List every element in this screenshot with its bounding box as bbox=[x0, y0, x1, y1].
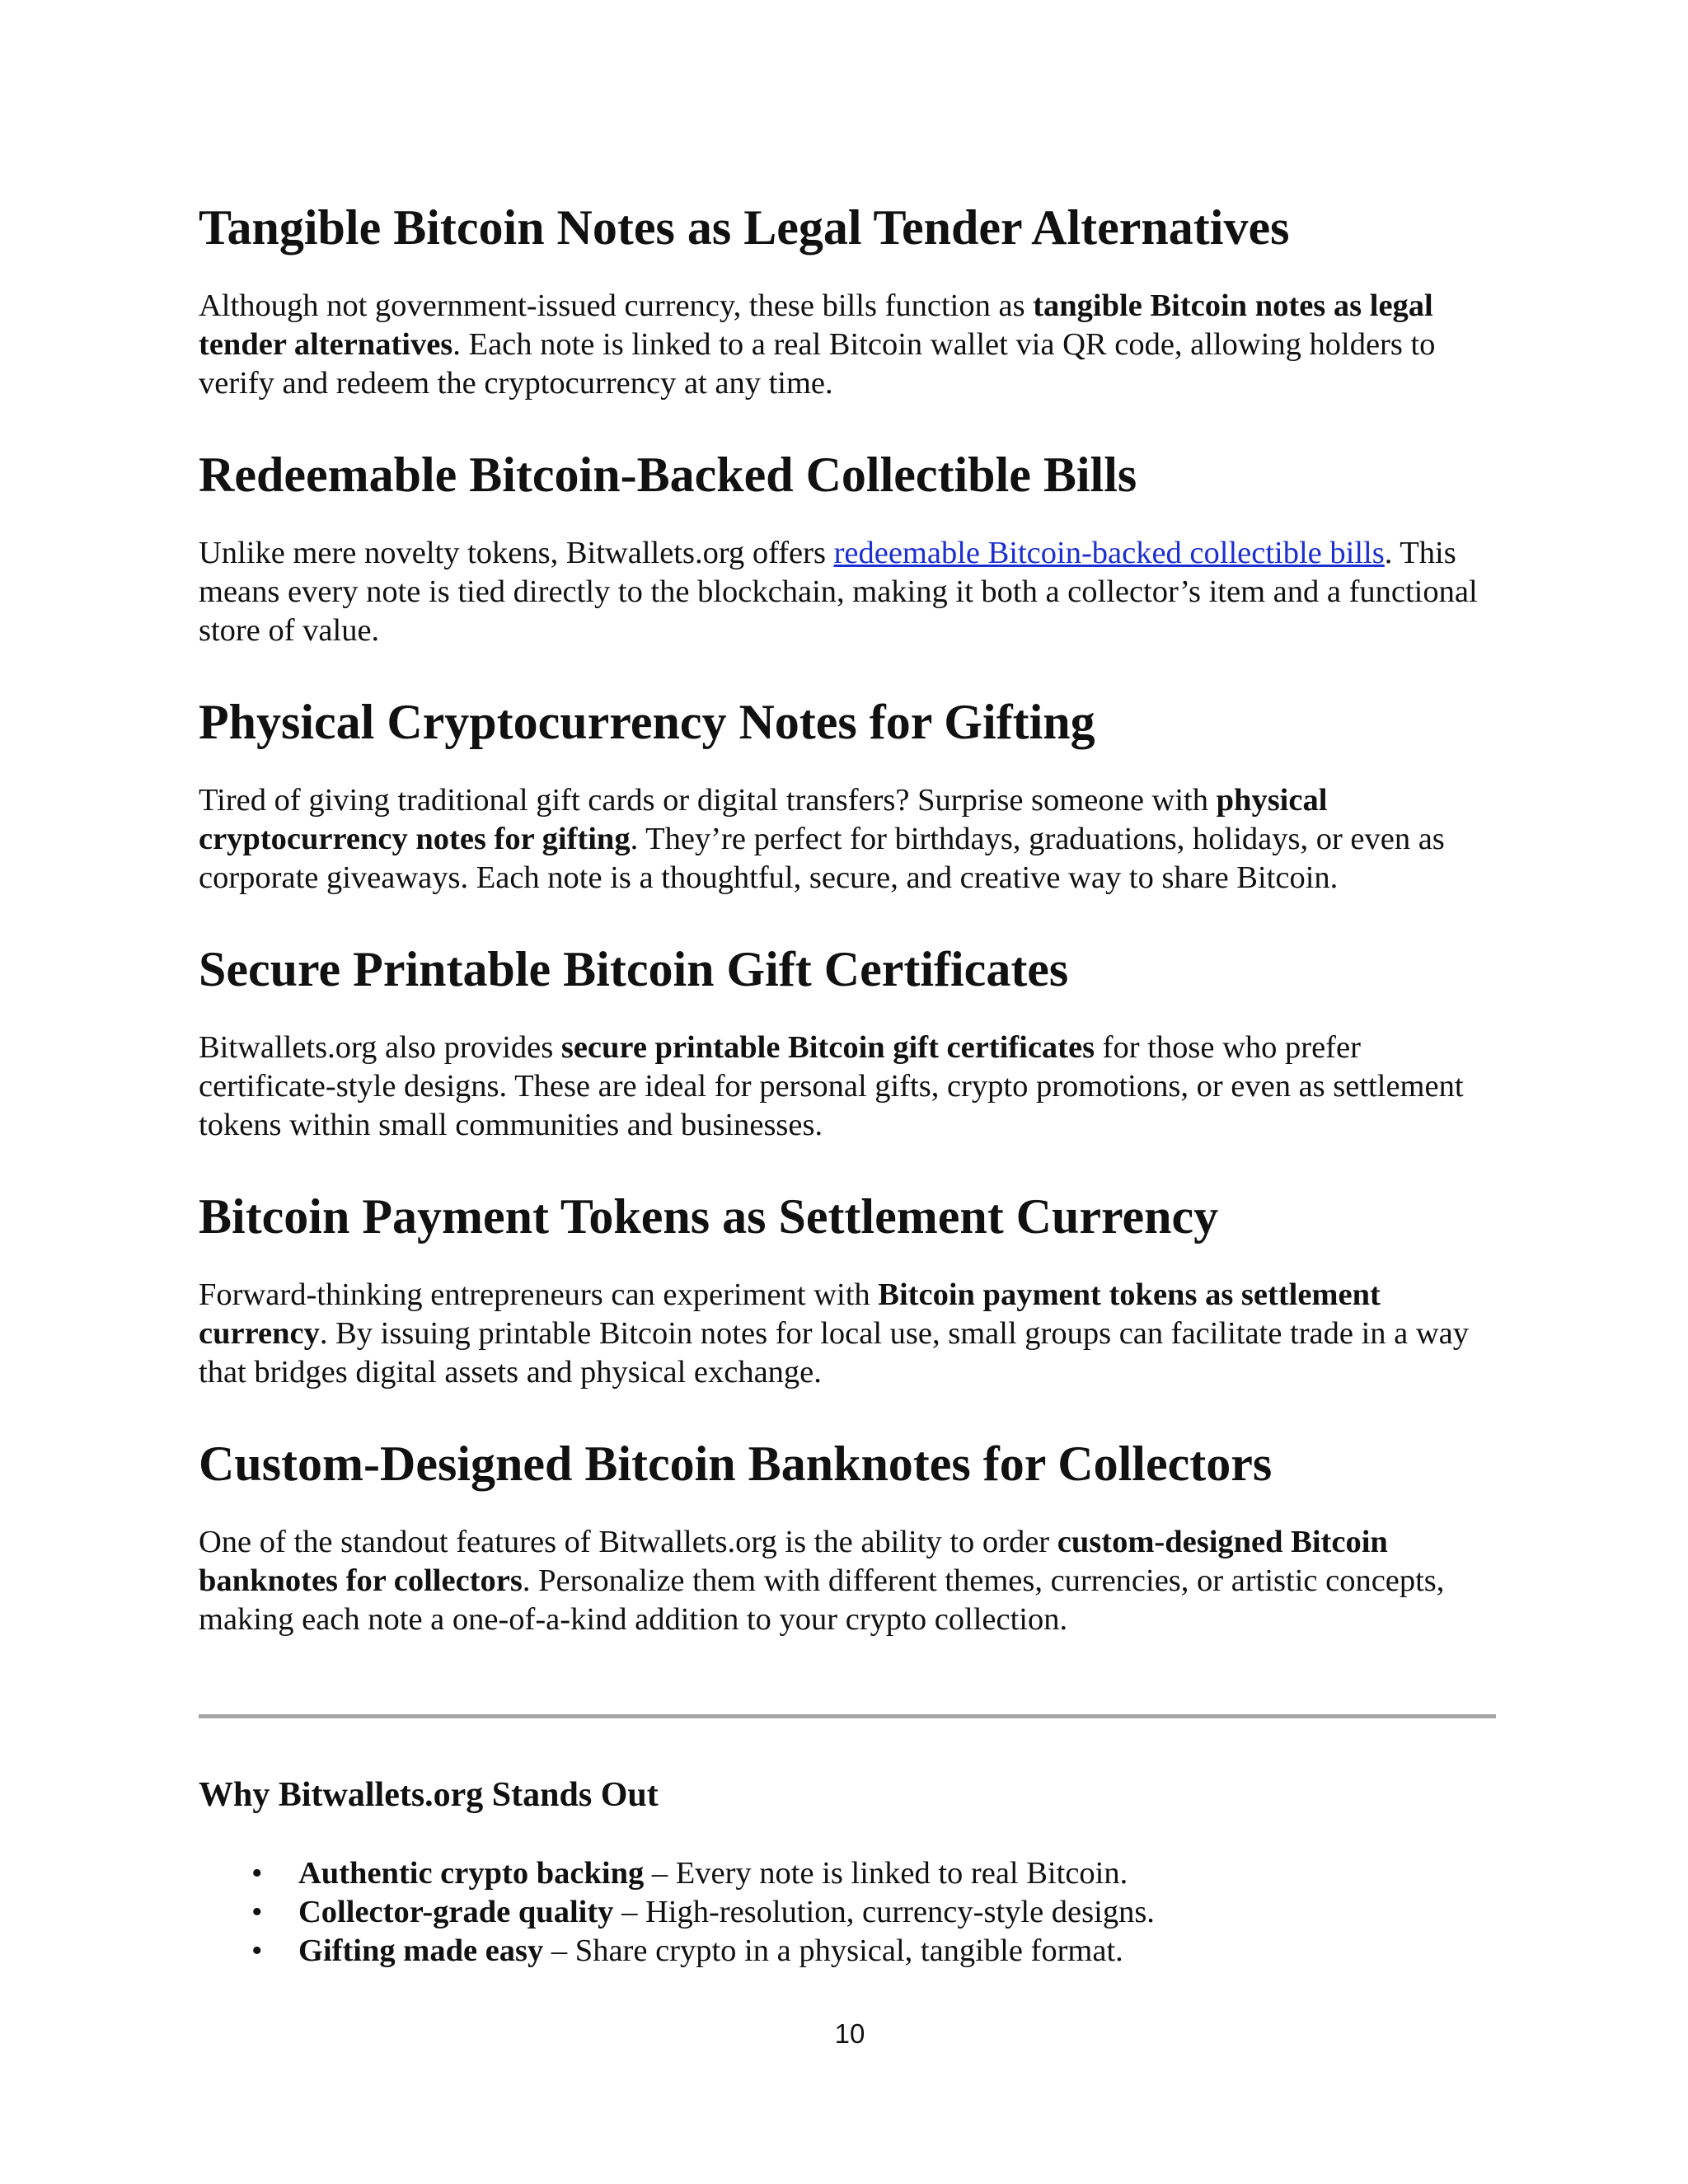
bullet-icon: • bbox=[251, 1856, 263, 1891]
body-text: Although not government-issued currency, these bills function as bbox=[199, 288, 1034, 323]
section-payment-tokens bbox=[199, 1187, 1501, 1392]
list-item-bold: Gifting made easy bbox=[298, 1933, 544, 1968]
body-text: . Each note is linked to a real Bitcoin wallet via QR code, allowing holders to verify and redeem the cryptocurrency at any time. bbox=[199, 327, 1436, 401]
list-item-text: – High-resolution, currency-style designs. bbox=[613, 1895, 1155, 1929]
body-emphasis: custom-designed Bitcoin banknotes for collectors bbox=[199, 1525, 1388, 1598]
body-emphasis: secure printable Bitcoin gift certificates bbox=[560, 1030, 1095, 1065]
section-custom-banknotes bbox=[199, 1434, 1501, 1639]
section-body bbox=[199, 1029, 1501, 1145]
list-item bbox=[199, 1854, 1501, 1893]
list-item-bold: Authentic crypto backing bbox=[298, 1856, 645, 1891]
section-body bbox=[199, 534, 1501, 650]
section-body bbox=[199, 1523, 1501, 1639]
page-number: 10 bbox=[834, 2018, 865, 2049]
body-text: . They’re perfect for birthdays, graduations, holidays, or even as corporate giveaways. Each note is a thoughtful, secure, and creative way to share Bitcoin. bbox=[199, 822, 1445, 895]
section-redeemable-bills bbox=[199, 445, 1501, 650]
section-tangible-notes bbox=[199, 198, 1501, 403]
section-body bbox=[199, 781, 1501, 898]
section-heading: Tangible Bitcoin Notes as Legal Tender Alternatives bbox=[199, 200, 1290, 255]
list-item-bold: Collector-grade quality bbox=[298, 1895, 614, 1929]
list-item bbox=[199, 1932, 1501, 1971]
section-body bbox=[199, 287, 1501, 403]
body-text: for those who prefer certificate-style designs. These are ideal for personal gifts, crypto promotions, or even as settlement tokens within small communities and businesses. bbox=[199, 1030, 1464, 1142]
body-text: Tired of giving traditional gift cards or digital transfers? Surprise someone with bbox=[199, 783, 1217, 818]
body-emphasis: Bitcoin payment tokens as settlement currency bbox=[199, 1277, 1381, 1351]
body-text: Forward-thinking entrepreneurs can experiment with bbox=[199, 1277, 879, 1312]
section-heading: Physical Cryptocurrency Notes for Gifting bbox=[199, 695, 1095, 749]
body-text: One of the standout features of Bitwallets.org is the ability to order bbox=[199, 1525, 1057, 1559]
section-body bbox=[199, 1276, 1501, 1392]
section-gift-certificates bbox=[199, 940, 1501, 1145]
body-text: Unlike mere novelty tokens, Bitwallets.org offers bbox=[199, 536, 834, 570]
body-text: Bitwallets.org also provides bbox=[199, 1030, 561, 1065]
body-emphasis: physical cryptocurrency notes for gifting bbox=[199, 783, 1328, 856]
list-item bbox=[199, 1893, 1501, 1932]
section-gifting-notes bbox=[199, 692, 1501, 898]
body-text: . This means every note is tied directly to the blockchain, making it both a collector’s item and a functional store of value. bbox=[199, 536, 1478, 648]
list-item-text: – Every note is linked to real Bitcoin. bbox=[644, 1856, 1128, 1891]
section-heading: Redeemable Bitcoin-Backed Collectible Bills bbox=[199, 448, 1137, 502]
section-heading: Secure Printable Bitcoin Gift Certificates bbox=[199, 942, 1069, 996]
list-item-text: – Share crypto in a physical, tangible format. bbox=[543, 1933, 1123, 1968]
bullet-icon: • bbox=[251, 1895, 263, 1929]
section-heading: Custom-Designed Bitcoin Banknotes for Collectors bbox=[199, 1436, 1273, 1491]
section-heading: Bitcoin Payment Tokens as Settlement Currency bbox=[199, 1189, 1219, 1244]
body-emphasis: tangible Bitcoin notes as legal tender alternatives bbox=[199, 288, 1433, 362]
bullet-icon: • bbox=[251, 1933, 263, 1968]
body-text: . Personalize them with different themes, currencies, or artistic concepts, making each note a one-of-a-kind addition to your crypto collection. bbox=[199, 1563, 1445, 1637]
why-stands-out-heading: Why Bitwallets.org Stands Out bbox=[199, 1776, 659, 1814]
why-bullet-list bbox=[199, 1854, 1501, 1971]
redeemable-bills-link[interactable]: redeemable Bitcoin-backed collectible bills bbox=[833, 536, 1385, 570]
horizontal-rule bbox=[199, 1714, 1496, 1718]
body-text: . By issuing printable Bitcoin notes for local use, small groups can facilitate trade in a way that bridges digital assets and physical exchange. bbox=[199, 1316, 1470, 1390]
